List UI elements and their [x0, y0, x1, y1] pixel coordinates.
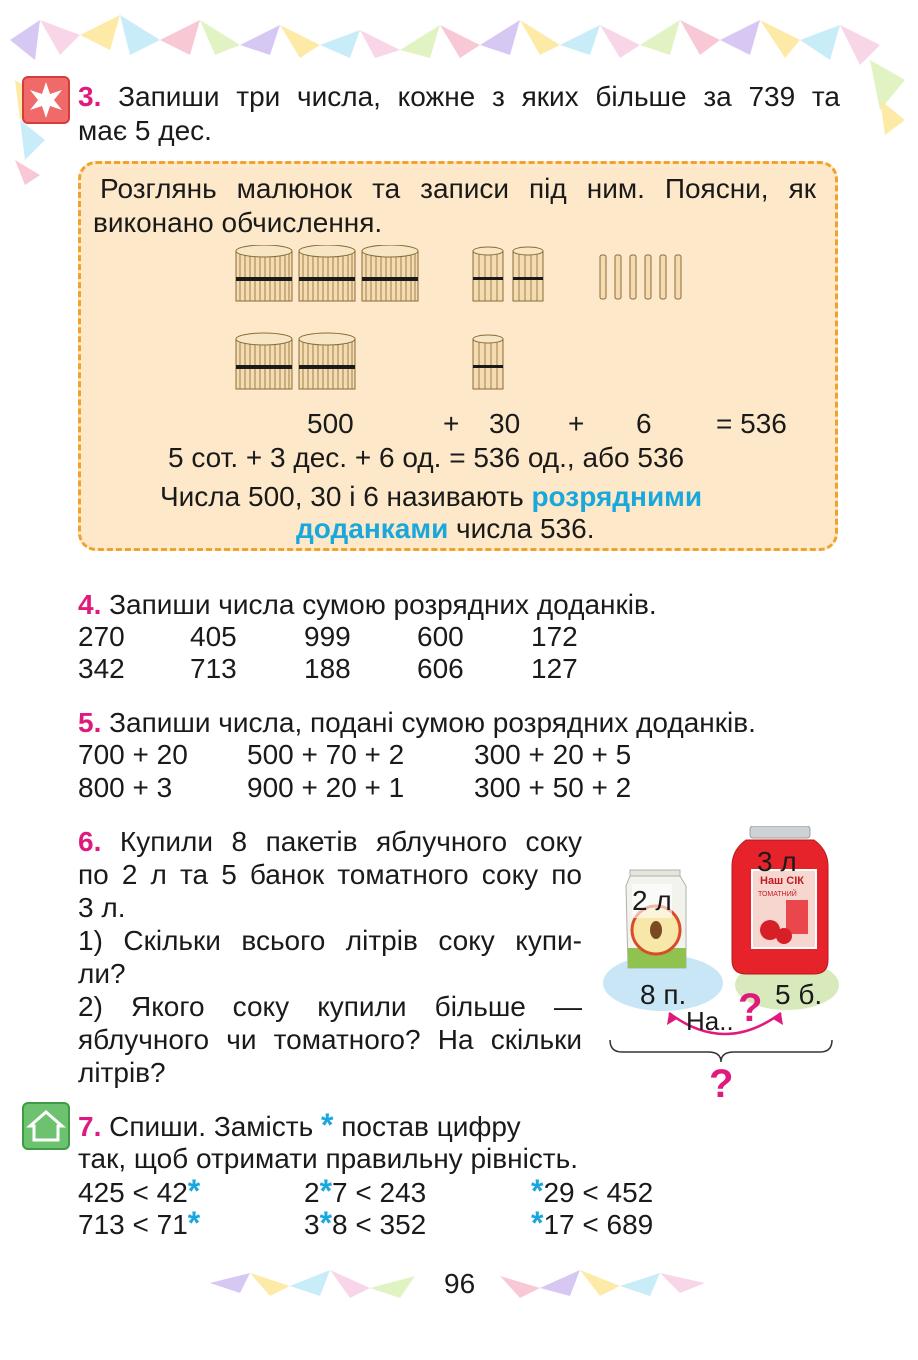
example-intro-line2: виконано обчислення. — [93, 207, 383, 238]
task7-r2c1: 713 < 71* — [78, 1205, 201, 1241]
task4-r1c5: 172 — [531, 621, 578, 652]
jar-label: 3 л — [757, 846, 797, 877]
task7-r1c3: *29 < 452 — [531, 1173, 654, 1209]
compare-label: На.. — [686, 1006, 734, 1036]
task4-r2c3: 188 — [304, 653, 351, 684]
task4-number: 4. — [78, 589, 102, 620]
homework-icon — [22, 1102, 70, 1150]
task4-r1c1: 270 — [78, 621, 125, 652]
task3-number: 3. — [78, 81, 102, 112]
task-creative-icon — [22, 76, 70, 124]
task3-line2: має 5 дес. — [78, 115, 212, 146]
task7-line2: так, щоб отримати правильну рівність. — [78, 1143, 578, 1174]
task6-line6: 2) Якого соку купили більше — — [78, 991, 582, 1022]
eq-part-500: 500 — [307, 408, 354, 439]
task6-line1: 6. Купили 8 пакетів яблучного соку — [78, 826, 583, 857]
total-brace — [608, 1038, 834, 1064]
task4-r2c1: 342 — [78, 653, 125, 684]
task7-number: 7. — [78, 1111, 102, 1142]
task6-line2: по 2 л та 5 банок томатного соку по — [78, 859, 582, 890]
task4-r2c2: 713 — [190, 653, 237, 684]
star-icon: * — [531, 1173, 544, 1209]
task4-r2c5: 127 — [531, 653, 578, 684]
task5-r1c3: 300 + 20 + 5 — [474, 739, 632, 770]
total-question: ? — [709, 1062, 734, 1106]
task7-r1c2: 2*7 < 243 — [304, 1173, 427, 1209]
task5-r1c2: 500 + 70 + 2 — [247, 739, 405, 770]
task7-r2c3: *17 < 689 — [531, 1205, 654, 1241]
page-number: 96 — [444, 1268, 476, 1299]
example-line2: 5 сот. + 3 дес. + 6 од. = 536 од., або 536 — [168, 442, 685, 473]
task5-r1c1: 700 + 20 — [78, 739, 188, 770]
star-icon: * — [320, 1107, 334, 1143]
example-line4: доданками числа 536. — [296, 513, 595, 544]
eq-part-6: 6 — [636, 408, 652, 439]
task4-r1c2: 405 — [190, 621, 237, 652]
eq-part-30: 30 — [489, 408, 521, 439]
example-intro-line1: Розглянь малюнок та записи під ним. Поясни, як — [100, 173, 816, 204]
task7-r1c1: 425 < 42* — [78, 1173, 201, 1209]
eq-part-plus2: + — [568, 408, 585, 439]
star-icon: * — [319, 1205, 333, 1241]
task5-r2c1: 800 + 3 — [78, 772, 173, 803]
task6-line8: літрів? — [78, 1057, 166, 1088]
task5-r2c3: 300 + 50 + 2 — [474, 772, 632, 803]
star-icon: * — [187, 1205, 201, 1241]
eq-part-result: = 536 — [716, 408, 787, 439]
term-dodankamy: доданками — [296, 513, 449, 544]
task4-r1c3: 999 — [304, 621, 351, 652]
pack-label: 2 л — [632, 885, 672, 916]
task6-line4: 1) Скільки всього літрів соку купи- — [78, 925, 582, 956]
right-count: 5 б. — [775, 979, 823, 1010]
task4-r1c4: 600 — [417, 621, 464, 652]
eq-part-plus1: + — [443, 408, 460, 439]
compare-question: ? — [738, 986, 763, 1030]
sticks-illustration — [230, 245, 700, 400]
example-line3: Числа 500, 30 і 6 називають розрядними — [160, 481, 703, 512]
task4-r2c4: 606 — [417, 653, 464, 684]
task3-line1: 3. Запиши три числа, кожне з яких більше за 739 та — [78, 81, 841, 112]
task6-line7: яблучного чи томатного? На скільки — [78, 1024, 582, 1055]
task6-line3: 3 л. — [78, 892, 126, 923]
task7-line1: 7. Спиши. Замість * постав цифру — [78, 1107, 521, 1143]
star-icon: * — [187, 1173, 201, 1209]
term-rozriadnymy: розрядними — [531, 481, 703, 512]
jar-brand: Наш СІК — [760, 875, 804, 887]
task4-heading: 4. Запиши числа сумою розрядних доданків. — [78, 589, 657, 620]
star-icon: * — [319, 1173, 333, 1209]
task6-number: 6. — [78, 826, 102, 857]
star-icon: * — [531, 1205, 544, 1241]
task7-r2c2: 3*8 < 352 — [304, 1205, 427, 1241]
task5-heading: 5. Запиши числа, подані сумою розрядних доданків. — [78, 707, 756, 738]
left-count: 8 п. — [640, 979, 687, 1010]
jar-subtitle: ТОМАТНИЙ — [758, 891, 797, 898]
task5-r2c2: 900 + 20 + 1 — [247, 772, 405, 803]
task6-line5: ли? — [78, 958, 126, 989]
task5-number: 5. — [78, 707, 102, 738]
